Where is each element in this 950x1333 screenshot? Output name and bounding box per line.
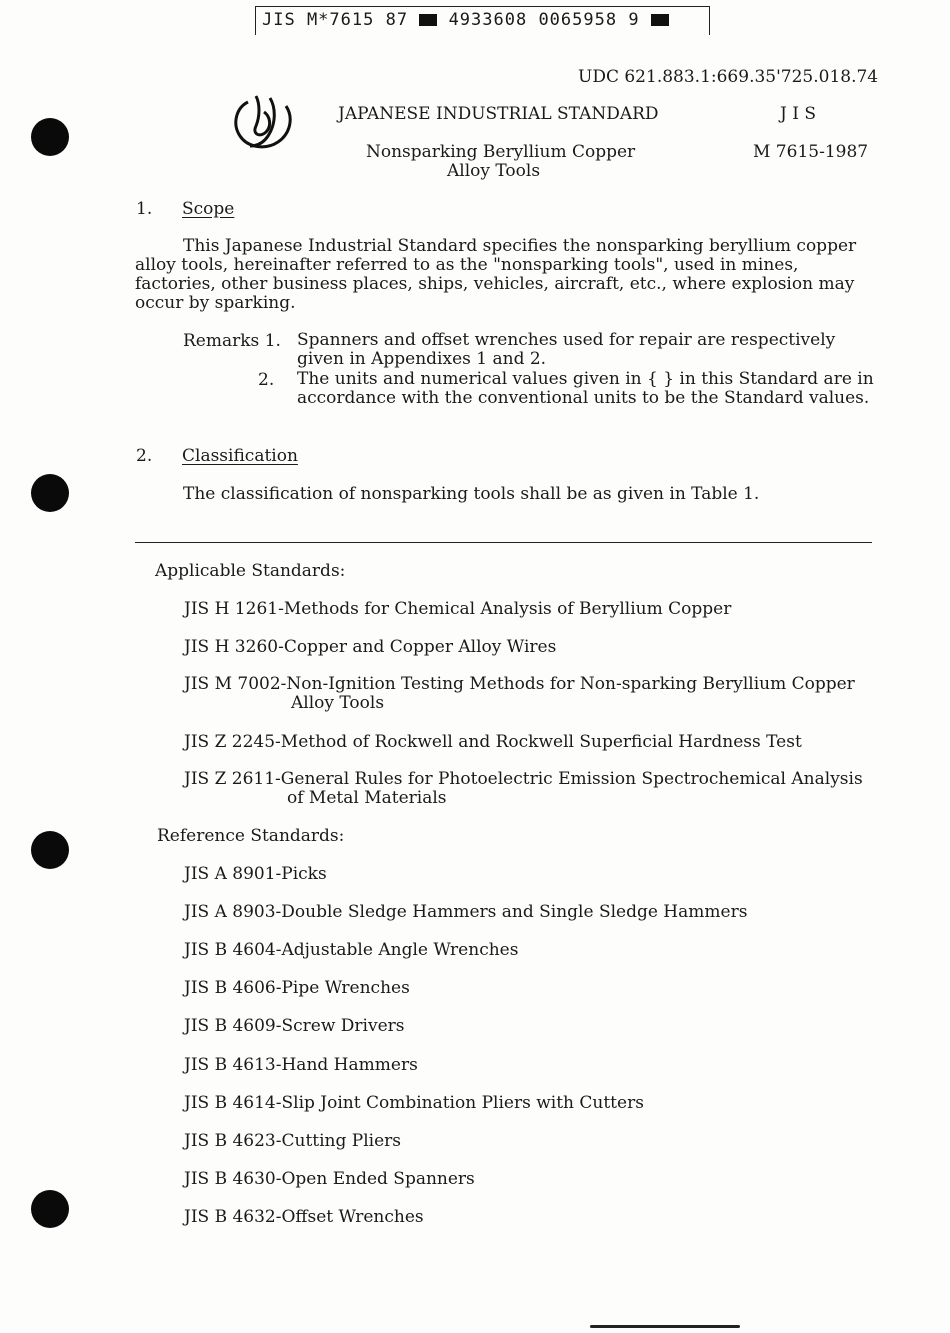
applicable-item [184, 675, 855, 713]
punch-hole [31, 1190, 69, 1228]
remarks-label [183, 331, 281, 351]
applicable-item-text: JIS Z 2611-General Rules for Photoelectric Emission Spectrochemical Analysis [184, 769, 863, 789]
header-code-left: JIS M*7615 87 [262, 10, 409, 30]
section-2-number: 2. [136, 446, 153, 466]
reference-item: JIS B 4614-Slip Joint Combination Pliers with Cutters [184, 1093, 644, 1113]
scope-paragraph: This Japanese Industrial Standard specifies the nonsparking beryllium copper alloy tools, hereinafter referred to as the "nonsparking tools", used in mines, factories, other business places, ships, vehicles, aircraft, etc., where explosion may occur by sparking. [135, 236, 857, 313]
applicable-item [184, 637, 556, 657]
reference-item: JIS A 8903-Double Sledge Hammers and Single Sledge Hammers [184, 902, 748, 922]
applicable-item-text: JIS H 1261-Methods for Chemical Analysis of Beryllium Copper [184, 599, 732, 619]
header-code-mid: 4933608 0065958 9 [448, 10, 640, 30]
jis-mark: J I S [780, 104, 816, 124]
reference-item: JIS B 4632-Offset Wrenches [184, 1207, 424, 1227]
jis-logo-icon [230, 90, 300, 158]
reference-item: JIS B 4613-Hand Hammers [184, 1055, 418, 1075]
reference-item: JIS A 8901-Picks [184, 864, 327, 884]
punch-hole [31, 118, 69, 156]
remarks-label-text: Remarks [183, 331, 260, 351]
classification-paragraph: The classification of nonsparking tools shall be as given in Table 1. [183, 484, 760, 504]
applicable-heading: Applicable Standards: [155, 561, 346, 581]
punch-hole [31, 474, 69, 512]
black-block-mark [419, 14, 437, 26]
applicable-item-continuation: Alloy Tools [291, 693, 385, 713]
section-2-heading: Classification [182, 446, 298, 466]
title-line-2: Alloy Tools [447, 161, 541, 181]
reference-item: JIS B 4606-Pipe Wrenches [184, 978, 410, 998]
udc-code: UDC 621.883.1:669.35'725.018.74 [578, 67, 879, 87]
applicable-item [184, 732, 802, 752]
header-code [262, 10, 669, 30]
standard-number: M 7615-1987 [753, 142, 869, 162]
section-1-heading: Scope [182, 199, 235, 219]
standard-org: JAPANESE INDUSTRIAL STANDARD [338, 104, 659, 124]
applicable-item [184, 599, 731, 619]
title-line-1: Nonsparking Beryllium Copper [366, 142, 636, 162]
applicable-item-text: JIS Z 2245-Method of Rockwell and Rockwell Superficial Hardness Test [184, 732, 802, 752]
section-1-number: 1. [136, 199, 153, 219]
reference-item: JIS B 4630-Open Ended Spanners [184, 1169, 475, 1189]
divider-line [135, 542, 872, 543]
reference-heading: Reference Standards: [157, 826, 345, 846]
applicable-item [184, 770, 863, 808]
applicable-item-continuation: of Metal Materials [287, 788, 447, 808]
remark-1-text: Spanners and offset wrenches used for repair are respectively given in Appendixes 1 and 2. [297, 330, 836, 369]
applicable-item-text: JIS H 3260-Copper and Copper Alloy Wires [184, 637, 557, 657]
punch-hole [31, 831, 69, 869]
black-block-mark [651, 14, 669, 26]
applicable-item-text: JIS M 7002-Non-Ignition Testing Methods for Non-sparking Beryllium Copper [184, 674, 855, 694]
remark-2-text: The units and numerical values given in { } in this Standard are in accordance with the conventional units to be the Standard values. [297, 369, 874, 408]
reference-item: JIS B 4609-Screw Drivers [184, 1016, 405, 1036]
remark-1-number: 1. [264, 331, 281, 351]
remark-2-number: 2. [258, 370, 275, 390]
scan-smudge [590, 1325, 740, 1328]
reference-item: JIS B 4623-Cutting Pliers [184, 1131, 401, 1151]
header-code-bar [255, 6, 710, 35]
reference-item: JIS B 4604-Adjustable Angle Wrenches [184, 940, 519, 960]
